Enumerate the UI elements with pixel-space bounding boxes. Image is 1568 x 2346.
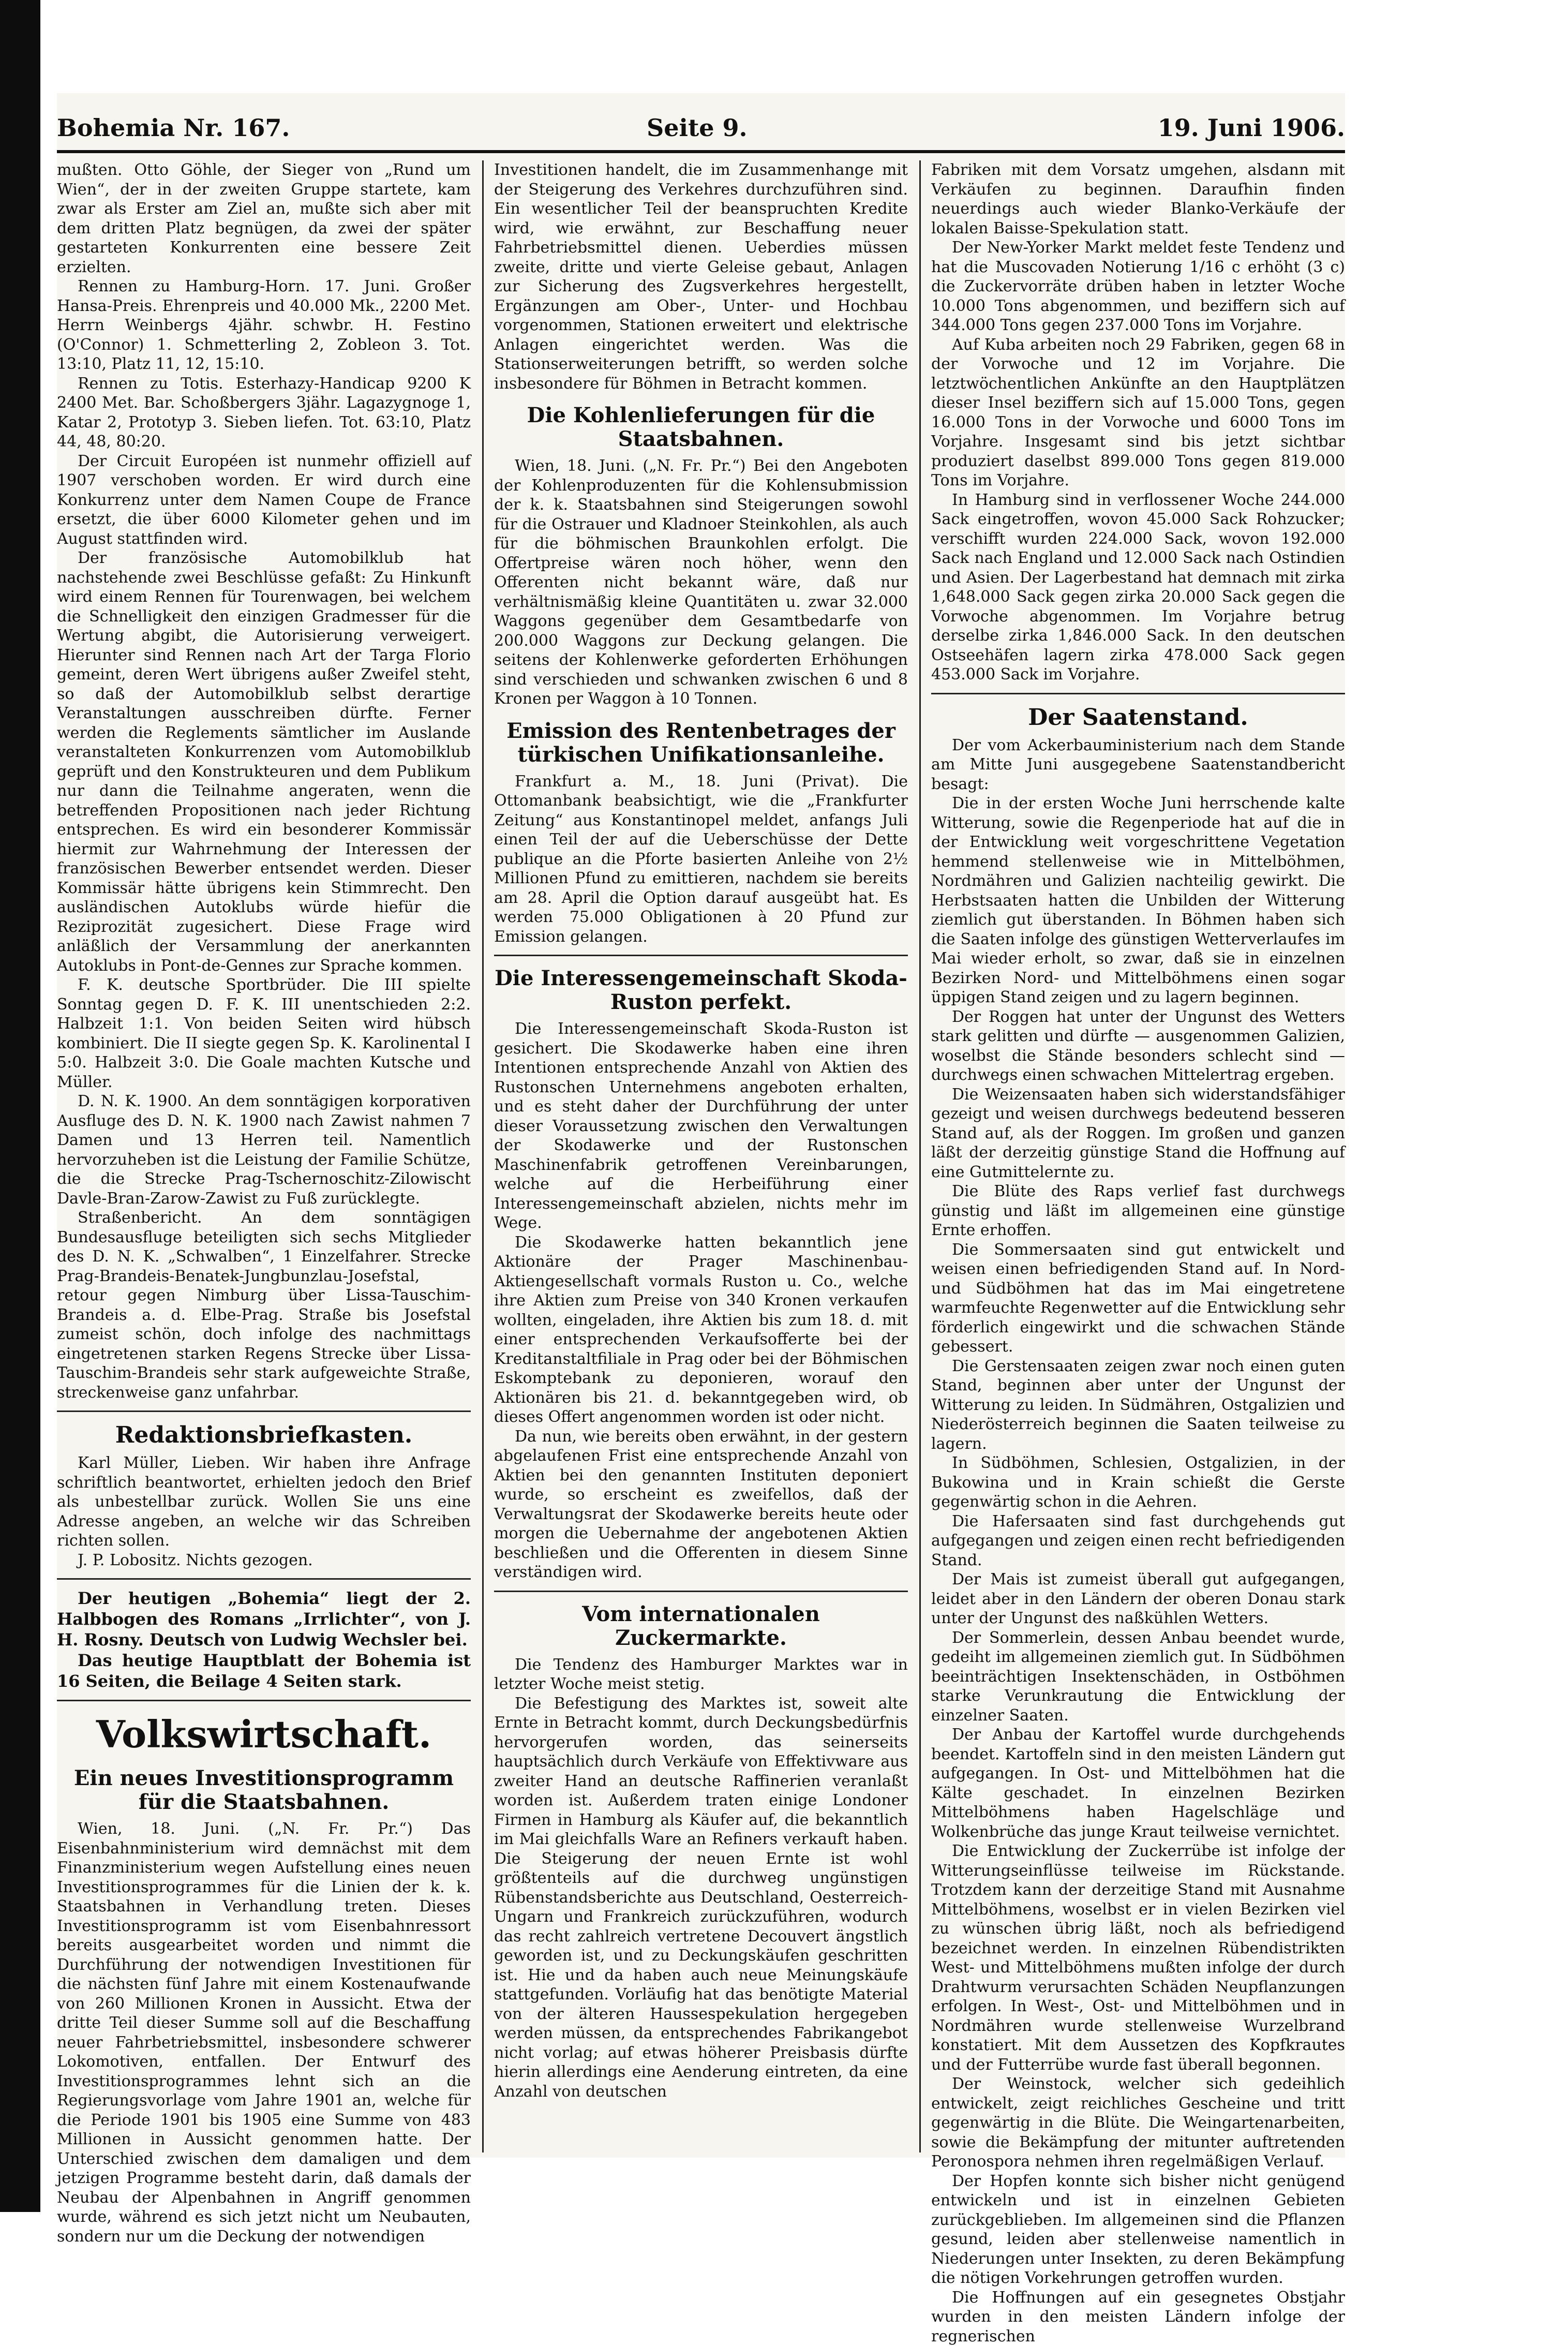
- article-paragraph: Investitionen handelt, die im Zusammenhange mit der Steigerung des Verkehres durchzuführen sind. Ein wesentlicher Teil der beanspruchten Kredite wird, wie erwähnt, zur Beschaffung neuer Fahrbetriebsmittel dienen. Ueberdies müssen zweite, dritte und vierte Geleise gebaut, Anlagen zur Sicherung des Zugsverkehres hergestellt, Ergänzungen am Ober-, Unter- und Hochbau vorgenommen, Stationen erweitert und elektrische Anlagen eingerichtet werden. Was die Stationserweiterungen betrifft, so werden solche insbesondere für Böhmen in Betracht kommen.: [494, 160, 908, 393]
- section-title: Volkswirtschaft.: [57, 1713, 471, 1756]
- letterbox-entry: J. P. Lobositz. Nichts gezogen.: [57, 1551, 471, 1570]
- article-paragraph: Die Hafersaaten sind fast durchgehends gut aufgegangen und zeigen einen recht befriedigenden Stand.: [931, 1512, 1345, 1570]
- article-paragraph: Frankfurt a. M., 18. Juni (Privat). Die Ottomanbank beabsichtigt, wie die „Frankfurter Zeitung“ aus Konstantinopel meldet, anfangs Juli einen Teil der auf die Ueberschüsse der Dette publique an die Pforte basierten Anleihe von 2½ Millionen Pfund zu emittieren, nachdem sie bereits am 28. April die Option darauf ausgeübt hat. Es werden 75.000 Obligationen à 20 Pfund zur Emission gelangen.: [494, 772, 908, 947]
- article-paragraph: In Südböhmen, Schlesien, Ostgalizien, in der Bukowina und in Krain schießt die Gerste gegenwärtig schon in die Aehren.: [931, 1453, 1345, 1512]
- article-paragraph: Die Entwicklung der Zuckerrübe ist infolge der Witterungseinflüsse teilweise im Rückstande. Trotzdem kann der derzeitige Stand mit Ausnahme Mittelböhmens, woselbst er in vielen Bezirken viel zu wünschen übrig läßt, noch als befriedigend bezeichnet werden. In einzelnen Rübendistrikten West- und Mittelböhmens mußten infolge der durch Drahtwurm verursachten Schäden Neupflanzungen erfolgen. In West-, Ost- und Mittelböhmen und in Nordmähren wurde stellenweise Wurzelbrand konstatiert. Mit dem Aussetzen des Kopfkrautes und der Futterrübe wurde fast überall begonnen.: [931, 1842, 1345, 2074]
- article-paragraph: Die Sommersaaten sind gut entwickelt und weisen einen befriedigenden Stand auf. In Nord- und Südböhmen hat das im Mai eingetretene warmfeuchte Regenwetter auf die Entwicklung sehr förderlich eingewirkt und die schwachen Stände gebessert.: [931, 1240, 1345, 1357]
- article-paragraph: Der Weinstock, welcher sich gedeihlich entwickelt, zeigt reichliches Gescheine und tritt gegenwärtig in die Blüte. Die Weingartenarbeiten, sowie die Bekämpfung der mitunter auftretenden Peronospora nehmen ihren regelmäßigen Verlauf.: [931, 2074, 1345, 2172]
- letterbox-entry: Karl Müller, Lieben. Wir haben ihre Anfrage schriftlich beantwortet, erhielten jedoch den Brief als unbestellbar zurück. Wollen Sie uns eine Adresse angeben, an welche wir das Schreiben richten sollen.: [57, 1453, 471, 1551]
- article-heading: Ein neues Investitionsprogramm für die Staatsbahnen.: [57, 1766, 471, 1814]
- column-2: [494, 160, 908, 2152]
- article-paragraph: Die Interessengemeinschaft Skoda-Ruston ist gesichert. Die Skodawerke haben eine ihren Intentionen entsprechende Anzahl von Aktien des Rustonschen Unternehmens angeboten erhalten, und es steht daher der Durchführung der unter dieser Voraussetzung zwischen den Verwaltungen der Skodawerke und der Rustonschen Maschinenfabrik getroffenen Vereinbarungen, welche auf die Herbeiführung einer Interessengemeinschaft abzielen, nichts mehr im Wege.: [494, 1019, 908, 1233]
- article-paragraph: Der Sommerlein, dessen Anbau beendet wurde, gedeiht im allgemeinen ziemlich gut. In Südböhmen beeinträchtigen Insektenschäden, in Ostböhmen starke Verunkrautung die Entwicklung der einzelner Saaten.: [931, 1628, 1345, 1726]
- sport-paragraph: Der französische Automobilklub hat nachstehende zwei Beschlüsse gefaßt: Zu Hinkunft wird einem Rennen für Tourenwagen, bei welchem die Schnelligkeit den einzigen Gradmesser für die Wertung abgibt, die Autorisierung verweigert. Hierunter sind Rennen nach Art der Targa Florio gemeint, deren Wert übrigens außer Zweifel steht, so daß der Automobilklub selbst derartige Veranstaltungen ausschreiben dürfte. Ferner werden die Reglements sämtlicher im Auslande veranstalteten Konkurrenzen vom Automobilklub geprüft und den Konstrukteuren und dem Publikum nur dann die Teilnahme angeraten, wenn die betreffenden Propositionen nach jeder Richtung entsprechen. Es wird ein besonderer Kommissär hiermit zur Wahrnehmung der Interessen der französischen Bewerber entsendet werden. Dieser Kommissär hätte übrigens kein Stimmrecht. Den ausländischen Autoklubs würde hiefür die Reziprozität zugesichert. Diese Frage wird anläßlich der Versammlung der anerkannten Autoklubs in Pont-de-Gennes zur Sprache kommen.: [57, 548, 471, 975]
- article-paragraph: Da nun, wie bereits oben erwähnt, in der gestern abgelaufenen Frist eine entsprechende Anzahl von Aktien bei den genannten Instituten deponiert wurde, so erscheint es zweifellos, daß der Verwaltungsrat der Skodawerke bereits heute oder morgen die Uebernahme der angebotenen Aktien beschließen und die Offerenten in diesem Sinne verständigen wird.: [494, 1427, 908, 1582]
- article-paragraph: Die Weizensaaten haben sich widerstandsfähiger gezeigt und weisen durchwegs bedeutend besseren Stand auf, als der Roggen. Im großen und ganzen läßt der derzeitig günstige Stand die Hoffnung auf eine Gutmittelernte zu.: [931, 1085, 1345, 1182]
- article-heading: Der Saatenstand.: [931, 705, 1345, 731]
- article-paragraph: Der Hopfen konnte sich bisher nicht genügend entwickeln und ist in einzelnen Gebieten zurückgeblieben. Im allgemeinen sind die Pflanzen gesund, leiden aber stellenweise namentlich in Niederungen unter Insekten, zu deren Bekämpfung die nötigen Vorkehrungen getroffen wurden.: [931, 2172, 1345, 2288]
- page-header: [57, 114, 1345, 150]
- column-rule-2: [919, 160, 921, 2152]
- column-1: [57, 160, 471, 2152]
- newspaper-page: [57, 93, 1345, 2158]
- article-paragraph: Fabriken mit dem Vorsatz umgehen, alsdann mit Verkäufen zu beginnen. Daraufhin finden neuerdings auch wieder Blanko-Verkäufe der lokalen Baisse-Spekulation statt.: [931, 160, 1345, 238]
- header-date: 19. Juni 1906.: [1158, 114, 1345, 142]
- sport-paragraph: F. K. deutsche Sportbrüder. Die III spielte Sonntag gegen D. F. K. III unentschieden 2:2. Halbzeit 1:1. Von beiden Seiten wird hübsch kombiniert. Die II siegte gegen Sp. K. Karolinental I 5:0. Halbzeit 3:0. Die Goale machten Kutsche und Müller.: [57, 975, 471, 1092]
- article-paragraph: Die Blüte des Raps verlief fast durchwegs günstig und läßt im allgemeinen eine günstige Ernte erhoffen.: [931, 1182, 1345, 1240]
- article-paragraph: Die Skodawerke hatten bekanntlich jene Aktionäre der Prager Maschinenbau-Aktiengesellschaft vormals Ruston u. Co., welche ihre Aktien zum Preise von 340 Kronen verkaufen wollten, eingeladen, ihre Aktien bis zum 18. d. mit einer entsprechenden Verkaufsofferte bei der Kreditanstaltfiliale in Prag oder bei der Böhmischen Eskomptebank zu deponieren, worauf den Aktionären bis 21. d. bekanntgegeben wird, ob dieses Offert angenommen worden ist oder nicht.: [494, 1233, 908, 1427]
- header-page-number: Seite 9.: [647, 114, 748, 142]
- section-divider: [57, 1410, 471, 1412]
- article-paragraph: Die Befestigung des Marktes ist, soweit alte Ernte in Betracht kommt, durch Deckungsbedürfnis hervorgerufen worden, das seinerseits hauptsächlich durch Verkäufe von Effektivware aus zweiter Hand an deutsche Raffinerien veranlaßt worden ist. Außerdem traten einige Londoner Firmen in Hamburg als Käufer auf, die bekanntlich im Mai gleichfalls Ware an Refiners verkauft haben. Die Steigerung der neuen Ernte ist wohl größtenteils auf die durchweg ungünstigen Rübenstandsberichte aus Deutschland, Oesterreich-Ungarn und Frankreich zurückzuführen, wodurch das recht zahlreich vertretene Decouvert ängstlich geworden ist, und zu Deckungskäufen geschritten ist. Hie und da haben auch neue Meinungskäufe stattgefunden. Vorläufig hat das benötigte Material von der älteren Haussespekulation hergegeben werden müssen, da entsprechendes Fabrikangebot nicht vorlag; auf etwas höherer Preisbasis dürfte hierin allerdings eine Aenderung eintreten, da eine Anzahl von deutschen: [494, 1694, 908, 2102]
- article-paragraph: Die Gerstensaaten zeigen zwar noch einen guten Stand, beginnen aber unter der Ungunst der Witterung zu leiden. In Südmähren, Ostgalizien und Niederösterreich beginnen die Saaten teilweise zu lagern.: [931, 1357, 1345, 1454]
- article-paragraph: Die Hoffnungen auf ein gesegnetes Obstjahr wurden in den meisten Ländern infolge der regnerischen: [931, 2288, 1345, 2346]
- sport-paragraph: Rennen zu Totis. Esterhazy-Handicap 9200 K 2400 Met. Bar. Schoßbergers 3jähr. Lagazygnoge 1, Katar 2, Prototyp 3. Sieben liefen. Tot. 63:10, Platz 44, 48, 80:20.: [57, 374, 471, 452]
- article-paragraph: Der New-Yorker Markt meldet feste Tendenz und hat die Muscovaden Notierung 1/16 c erhöht (3 c) die Zuckervorräte drüben haben in letzter Woche 10.000 Tons abgenommen, und beziffern sich auf 344.000 Tons gegen 237.000 Tons im Vorjahre.: [931, 238, 1345, 335]
- sport-paragraph: mußten. Otto Göhle, der Sieger von „Rund um Wien“, der in der zweiten Gruppe startete, kam zwar als Erster am Ziel an, mußte sich aber mit dem dritten Platz begnügen, da zwei der später gestarteten Konkurrenten eine bessere Zeit erzielten.: [57, 160, 471, 277]
- sport-paragraph: Rennen zu Hamburg-Horn. 17. Juni. Großer Hansa-Preis. Ehrenpreis und 40.000 Mk., 2200 Met. Herrn Weinbergs 4jähr. schwbr. H. Festino (O'Connor) 1. Schmetterling 2, Zobleon 3. Tot. 13:10, Platz 11, 12, 15:10.: [57, 277, 471, 374]
- section-divider: [57, 1700, 471, 1701]
- article-paragraph: Wien, 18. Juni. („N. Fr. Pr.“) Das Eisenbahnministerium wird demnächst mit dem Finanzministerium wegen Aufstellung eines neuen Investitionsprogrammes für die Linien der k. k. Staatsbahnen in Verhandlung treten. Dieses Investitionsprogramm ist vom Eisenbahnressort bereits ausgearbeitet worden und nimmt die Durchführung der notwendigen Investitionen für die nächsten fünf Jahre mit einem Kostenaufwande von 260 Millionen Kronen in Aussicht. Etwa der dritte Teil dieser Summe soll auf die Beschaffung neuer Fahrbetriebsmittel, insbesondere schwerer Lokomotiven, entfallen. Der Entwurf des Investitionsprogrammes lehnt sich an die Regierungsvorlage vom Jahre 1901 an, welche für die Periode 1901 bis 1905 eine Summe von 483 Millionen in Aussicht genommen hatte. Der Unterschied zwischen dem damaligen und dem jetzigen Programme besteht darin, daß damals der Neubau der Alpenbahnen in Angriff genommen wurde, während es sich jetzt nicht um Neubauten, sondern nur um die Deckung der notwendigen: [57, 1819, 471, 2246]
- article-heading: Die Kohlenlieferungen für die Staatsbahnen.: [494, 404, 908, 451]
- article-paragraph: Die in der ersten Woche Juni herrschende kalte Witterung, sowie die Regenperiode hat auf die in der Entwicklung weit vorgeschrittene Vegetation hemmend stellenweise wie in Mittelböhmen, Nordmähren und Galizien nachteilig gewirkt. Die Herbstsaaten hatten die Unbilden der Witterung ziemlich gut überstanden. In Böhmen haben sich die Saaten infolge des günstigen Wetterverlaufes im Mai wieder erholt, so zwar, daß sie in einzelnen Bezirken Nord- und Mittelböhmens einen sogar üppigen Stand zeigen und zu lagern beginnen.: [931, 794, 1345, 1007]
- page-count-notice: Das heutige Hauptblatt der Bohemia ist 16 Seiten, die Beilage 4 Seiten stark.: [57, 1650, 471, 1691]
- sport-paragraph: Der Circuit Européen ist nunmehr offiziell auf 1907 verschoben worden. Er wird durch eine Konkurrenz unter dem Namen Coupe de France ersetzt, die über 6000 Kilometer gehen und im August stattfinden wird.: [57, 452, 471, 549]
- article-paragraph: In Hamburg sind in verflossener Woche 244.000 Sack eingetroffen, wovon 45.000 Sack Rohzucker; verschifft wurden 224.000 Sack, wovon 192.000 Sack nach England und 12.000 Sack nach Ostindien und Asien. Der Lagerbestand hat demnach mit zirka 1,648.000 Sack gegen zirka 20.000 Sack gegen die Vorwoche abgenommen. Im Vorjahre betrug derselbe zirka 1,846.000 Sack. In den deutschen Ostseehäfen lagern zirka 478.000 Sack gegen 453.000 Sack im Vorjahre.: [931, 491, 1345, 685]
- article-paragraph: Der Roggen hat unter der Ungunst des Wetters stark gelitten und dürfte — ausgenommen Galizien, woselbst die Stände besonders schlecht sind — durchwegs einen schwachen Mittelertrag ergeben.: [931, 1007, 1345, 1085]
- section-divider: [931, 693, 1345, 694]
- sport-paragraph: Straßenbericht. An dem sonntägigen Bundesausfluge beteiligten sich sechs Mitglieder des D. N. K. „Schwalben“, 1 Einzelfahrer. Strecke Prag-Brandeis-Benatek-Jungbunzlau-Josefstal, retour gegen Nimburg über Lissa-Tauschim-Brandeis a. d. Elbe-Prag. Straße bis Josefstal zumeist schön, doch infolge des nachmittags eingetretenen starken Regens Strecke über Lissa-Tauschim-Brandeis sehr stark aufgeweichte Straße, streckenweise ganz unfahrbar.: [57, 1208, 471, 1402]
- section-divider: [57, 1578, 471, 1580]
- section-divider: [494, 955, 908, 956]
- article-heading: Emission des Rentenbetrages der türkischen Unifikationsanleihe.: [494, 719, 908, 767]
- column-3: [931, 160, 1345, 2152]
- article-heading: Die Interessengemeinschaft Skoda-Ruston perfekt.: [494, 967, 908, 1014]
- column-rule-1: [482, 160, 484, 2152]
- header-rule: [57, 150, 1345, 153]
- article-paragraph: Der Anbau der Kartoffel wurde durchgehends beendet. Kartoffeln sind in den meisten Ländern gut aufgegangen. In Ost- und Mittelböhmen hat die Kälte geschadet. In einzelnen Bezirken Mittelböhmens haben Hagelschläge und Wolkenbrüche das junge Kraut teilweise vernichtet.: [931, 1725, 1345, 1842]
- scan-binding-edge: [0, 0, 40, 2212]
- article-paragraph: Die Tendenz des Hamburger Marktes war in letzter Woche meist stetig.: [494, 1655, 908, 1694]
- article-paragraph: Der vom Ackerbauministerium nach dem Stande am Mitte Juni ausgegebene Saatenstandbericht besagt:: [931, 736, 1345, 794]
- sport-paragraph: D. N. K. 1900. An dem sonntägigen korporativen Ausfluge des D. N. K. 1900 nach Zawist nahmen 7 Damen und 13 Herren teil. Namentlich hervorzuheben ist die Leistung der Familie Schütze, die die Strecke Prag-Tschernoschitz-Zilowischt Davle-Bran-Zarow-Zawist zu Fuß zurücklegte.: [57, 1092, 471, 1208]
- section-heading: Redaktionsbriefkasten.: [57, 1422, 471, 1448]
- article-paragraph: Wien, 18. Juni. („N. Fr. Pr.“) Bei den Angeboten der Kohlenproduzenten für die Kohlensubmission der k. k. Staatsbahnen sind Steigerungen sowohl für die Ostrauer und Kladnoer Steinkohlen, als auch für die böhmischen Braunkohlen erfolgt. Die Offertpreise wären noch höher, wenn den Offerenten nicht bekannt wäre, daß nur verhältnismäßig kleine Quantitäten u. zwar 32.000 Waggons gegenüber dem Gesamtbedarfe von 200.000 Waggons zur Deckung gelangen. Die seitens der Kohlenwerke geforderten Erhöhungen sind verschieden und schwanken zwischen 6 und 8 Kronen per Waggon à 10 Tonnen.: [494, 456, 908, 709]
- article-paragraph: Der Mais ist zumeist überall gut aufgegangen, leidet aber in den Ländern der oberen Donau stark unter der Ungunst des naßkühlen Wetters.: [931, 1570, 1345, 1628]
- section-divider: [494, 1591, 908, 1592]
- supplement-notice: Der heutigen „Bohemia“ liegt der 2. Halbbogen des Romans „Irrlichter“, von J. H. Rosny. Deutsch von Ludwig Wechsler bei.: [57, 1588, 471, 1650]
- article-heading: Vom internationalen Zuckermarkte.: [494, 1602, 908, 1650]
- header-publication: Bohemia Nr. 167.: [57, 114, 290, 142]
- article-paragraph: Auf Kuba arbeiten noch 29 Fabriken, gegen 68 in der Vorwoche und 12 im Vorjahre. Die letztwöchentlichen Ankünfte an den Hauptplätzen dieser Insel beziffern sich auf 15.000 Tons, gegen 16.000 Tons in der Vorwoche und 6000 Tons im Vorjahre. Insgesamt sind bis jetzt sichtbar produziert daselbst 899.000 Tons gegen 819.000 Tons im Vorjahre.: [931, 335, 1345, 491]
